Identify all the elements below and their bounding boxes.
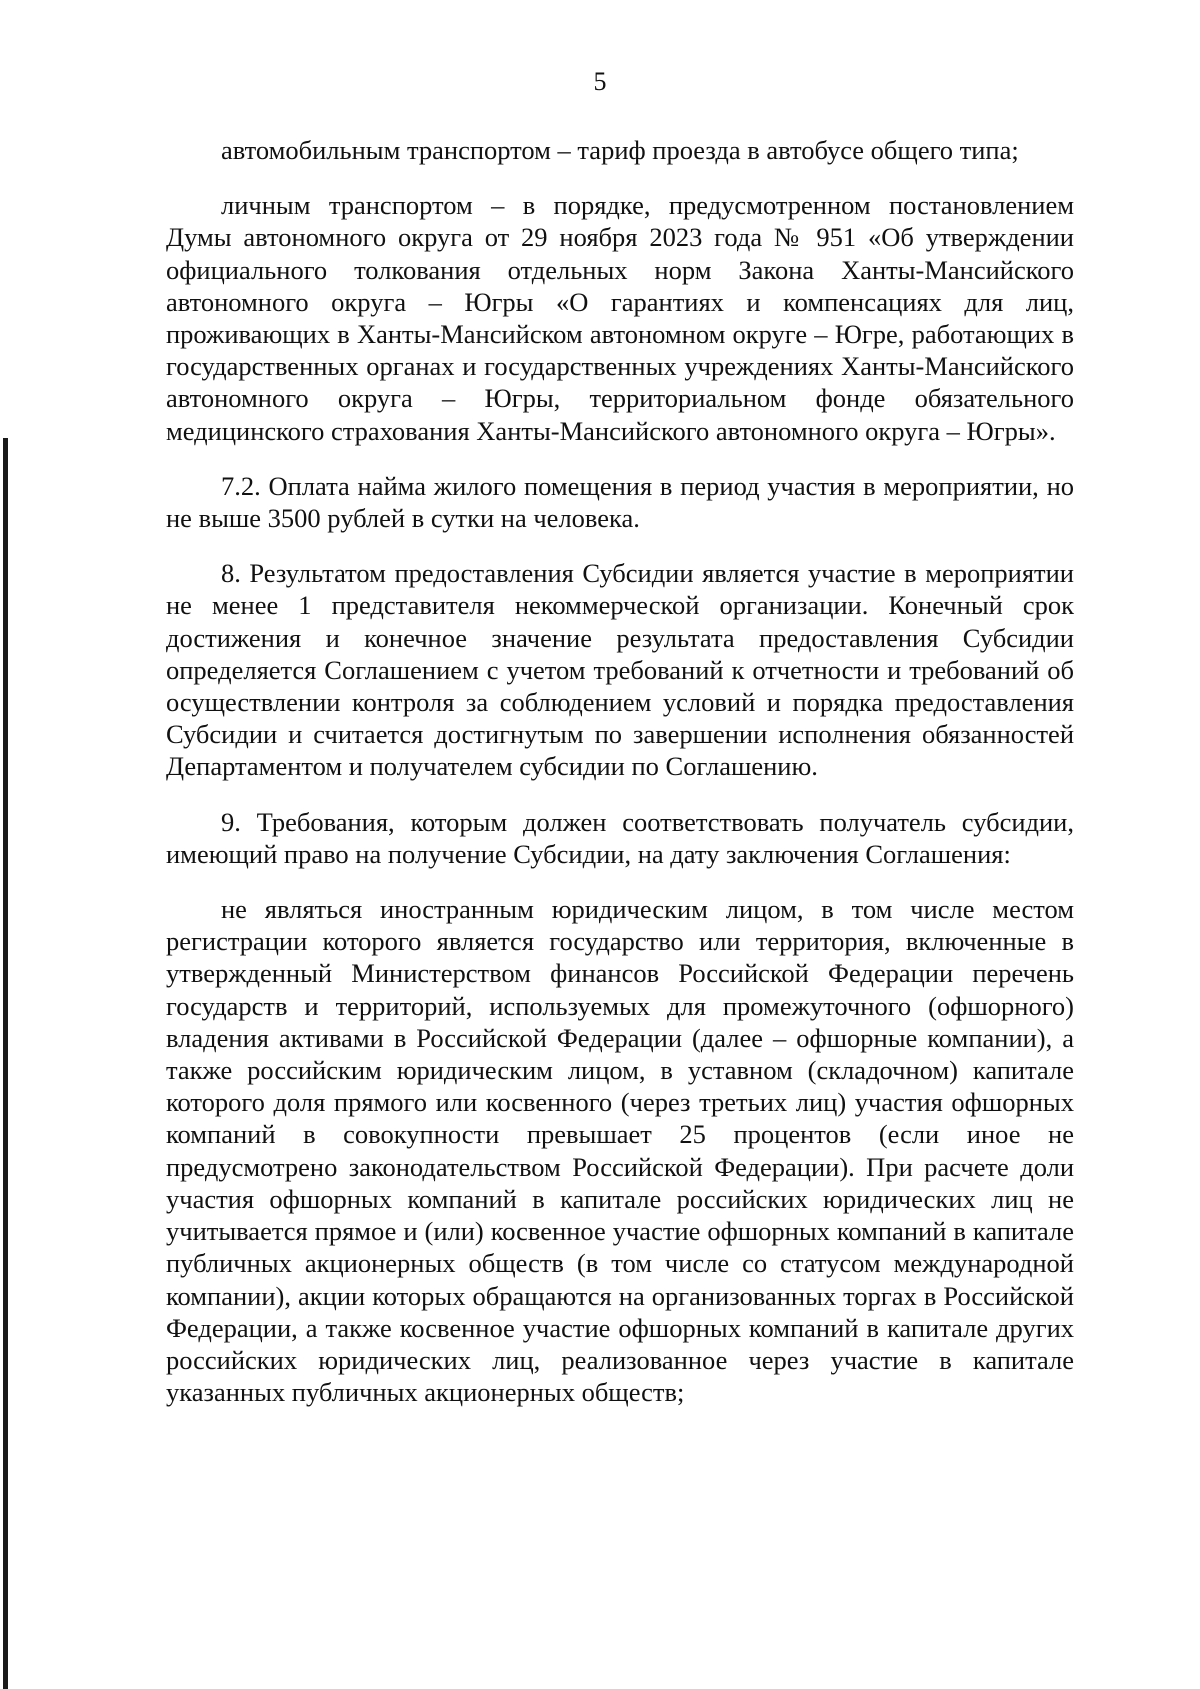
document-body xyxy=(166,134,1074,1408)
paragraph-personal-transport: личным транспортом – в порядке, предусмотренном постановлением Думы автономного округа от 29 ноября 2023 года № 951 «Об утверждении официального толкования отдельных норм Закона Ханты-Мансийского автономного округа – Югры «О гарантиях и компенсациях для лиц, проживающих в Ханты-Мансийском автономном округе – Югре, работающих в государственных органах и государственных учреждениях Ханты-Мансийского автономного округа – Югры, территориальном фонде обязательного медицинского страхования Ханты-Мансийского автономного округа – Югры». xyxy=(166,190,1074,446)
paragraph-7-2-housing: 7.2. Оплата найма жилого помещения в период участия в мероприятии, но не выше 3500 рублей в сутки на человека. xyxy=(166,470,1074,534)
paragraph-road-transport: автомобильным транспортом – тариф проезда в автобусе общего типа; xyxy=(221,135,1019,165)
paragraph-8-result: 8. Результатом предоставления Субсидии является участие в мероприятии не менее 1 представителя некоммерческой организации. Конечный срок достижения и конечное значение результата предоставления Субсидии определяется Соглашением с учетом требований к отчетности и требований об осуществлении контроля за соблюдением условий и порядка предоставления Субсидии и считается достигнутым по завершении исполнения обязанностей Департаментом и получателем субсидии по Соглашению. xyxy=(166,558,1074,782)
paragraph-9-requirements: 9. Требования, которым должен соответствовать получатель субсидии, имеющий право на получение Субсидии, на дату заключения Соглашения: xyxy=(166,806,1074,869)
paragraph-offshore: не являться иностранным юридическим лицом, в том числе местом регистрации которого является государство или территория, включенные в утвержденный Министерством финансов Российской Федерации перечень государств и территорий, используемых для промежуточного (офшорного) владения активами в Российской Федерации (далее – офшорные компании), а также российским юридическим лицом, в уставном (складочном) капитале которого доля прямого или косвенного (через третьих лиц) участия офшорных компаний в совокупности превышает 25 процентов (если иное не предусмотрено законодательством Российской Федерации). При расчете доли участия офшорных компаний в капитале российских юридических лиц не учитывается прямое и (или) косвенное участие офшорных компаний в капитале публичных акционерных обществ (в том числе со статусом международной компании), акции которых обращаются на организованных торгах в Российской Федерации, а также косвенное участие офшорных компаний в капитале других российских юридических лиц, реализованное через участие в капитале указанных публичных акционерных обществ; xyxy=(166,894,1074,1408)
scan-edge-shadow xyxy=(3,438,8,1689)
page-number: 5 xyxy=(593,67,607,96)
